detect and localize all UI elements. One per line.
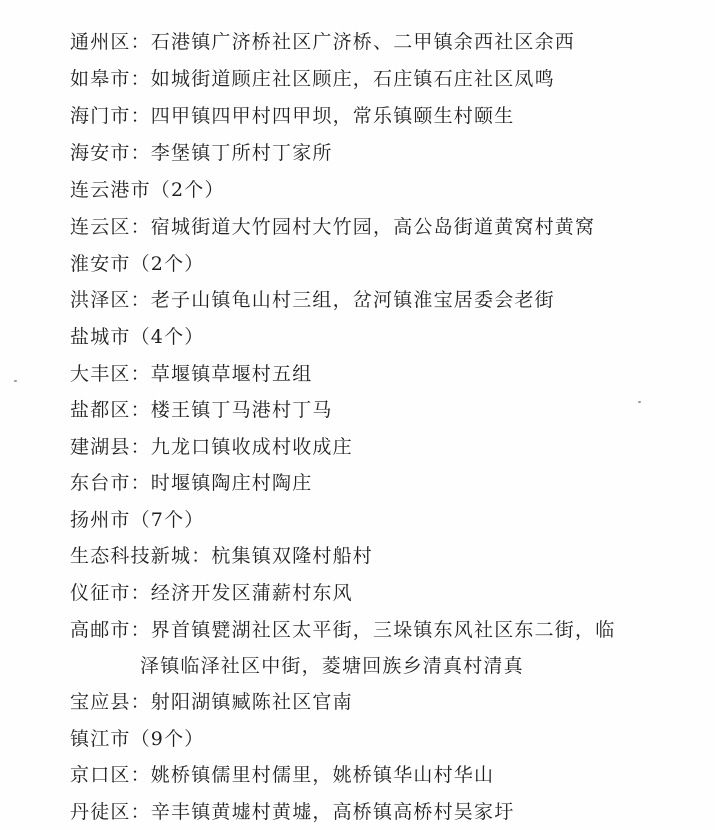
text-line-yizheng: 仪征市：经济开发区蒲薪村东风 [70, 582, 353, 604]
text-line-jingkou: 京口区：姚桥镇儒里村儒里，姚桥镇华山村华山 [70, 764, 495, 786]
scan-speck [638, 401, 641, 403]
text-line-gaoyou: 高邮市：界首镇甓湖社区太平街，三垛镇东风社区东二街，临 [70, 619, 616, 641]
text-line-haian: 海安市：李堡镇丁所村丁家所 [70, 142, 333, 164]
city-heading-huaian: 淮安市（2个） [70, 253, 205, 275]
text-line-lianyun: 连云区：宿城街道大竹园村大竹园，高公岛街道黄窝村黄窝 [70, 216, 596, 238]
city-heading-yangzhou: 扬州市（7个） [70, 509, 205, 531]
text-line-gaoyou-continued: 泽镇临泽社区中街，菱塘回族乡清真村清真 [140, 655, 524, 677]
text-line-rugao: 如皋市：如城街道顾庄社区顾庄，石庄镇石庄社区凤鸣 [70, 68, 555, 90]
city-heading-zhenjiang: 镇江市（9个） [70, 728, 205, 750]
text-line-yandu: 盐都区：楼王镇丁马港村丁马 [70, 399, 333, 421]
text-line-hongze: 洪泽区：老子山镇龟山村三组，岔河镇淮宝居委会老街 [70, 289, 555, 311]
text-line-dafeng: 大丰区：草堰镇草堰村五组 [70, 363, 313, 385]
text-line-dantu: 丹徒区：辛丰镇黄墟村黄墟，高桥镇高桥村吴家圩 [70, 801, 515, 823]
text-line-baoying: 宝应县：射阳湖镇臧陈社区官南 [70, 691, 353, 713]
city-heading-lianyungang: 连云港市（2个） [70, 179, 225, 201]
scan-speck [14, 380, 17, 382]
text-line-tongzhou: 通州区：石港镇广济桥社区广济桥、二甲镇余西社区余西 [70, 31, 576, 53]
text-line-shengtai: 生态科技新城：杭集镇双隆村船村 [70, 545, 374, 567]
city-heading-yancheng: 盐城市（4个） [70, 326, 205, 348]
text-line-haimen: 海门市：四甲镇四甲村四甲坝，常乐镇颐生村颐生 [70, 105, 515, 127]
text-line-jianhu: 建湖县：九龙口镇收成村收成庄 [70, 436, 353, 458]
text-line-dongtai: 东台市：时堰镇陶庄村陶庄 [70, 472, 313, 494]
